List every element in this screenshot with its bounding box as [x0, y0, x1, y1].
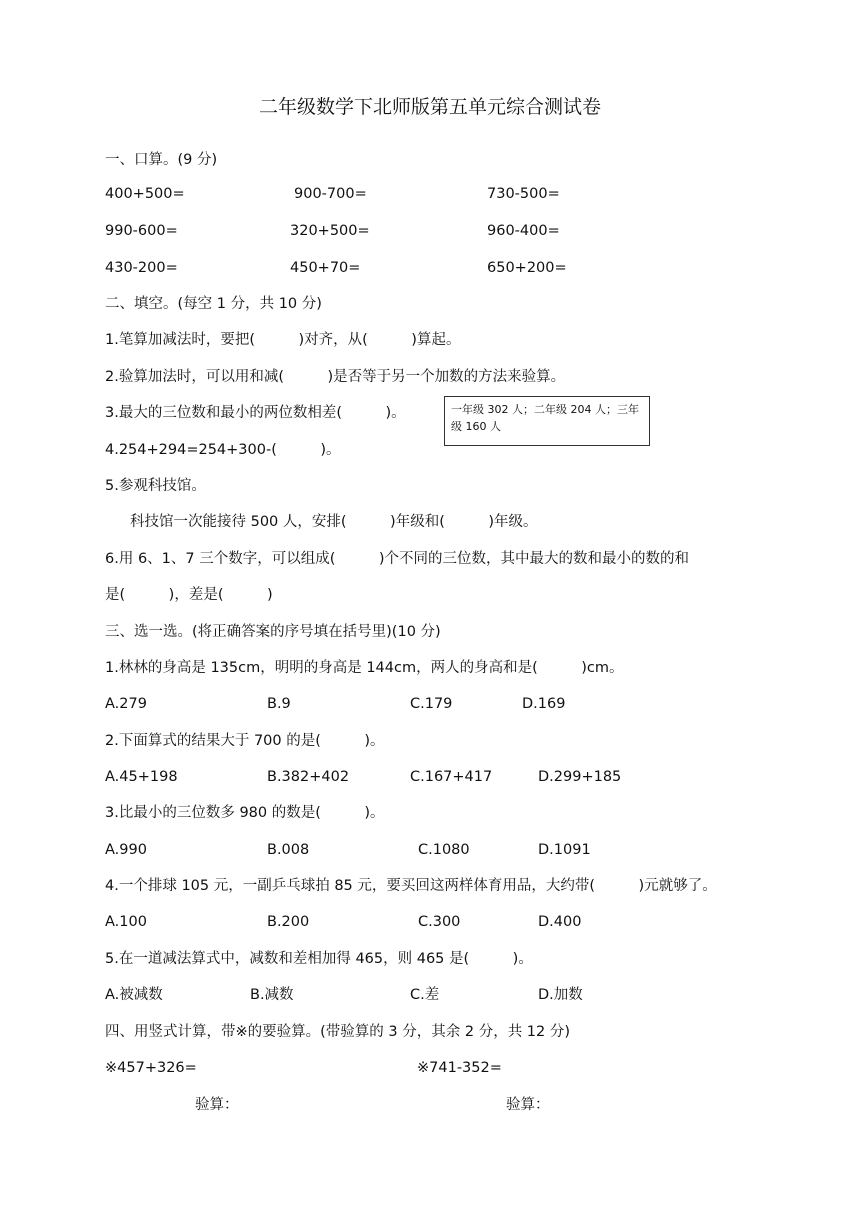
choice-option: D.1091: [538, 842, 591, 858]
choice-option: C.167+417: [410, 769, 493, 785]
section-4-heading: 四、用竖式计算，带※的要验算。(带验算的 3 分，其余 2 分，共 12 分): [105, 1024, 571, 1040]
fill-question-6-line-1: 6.用 6、1、7 三个数字，可以组成( )个不同的三位数，其中最大的数和最小的数的和: [105, 551, 690, 567]
fill-question-4: 4.254+294=254+300-( )。: [105, 442, 341, 458]
arith-1-2: 900-700=: [294, 186, 367, 202]
choice-option: C.179: [410, 696, 453, 712]
choice-option: A.279: [105, 696, 147, 712]
fill-question-6-line-2: 是( )，差是( ): [105, 587, 273, 603]
choice-option: B.382+402: [267, 769, 350, 785]
fill-question-1: 1.笔算加减法时，要把( )对齐，从( )算起。: [105, 332, 461, 348]
choice-option: A.990: [105, 842, 147, 858]
choice-question-3: 3.比最小的三位数多 980 的数是( )。: [105, 805, 385, 821]
choice-option: A.100: [105, 914, 147, 930]
arith-2-3: 960-400=: [487, 223, 560, 239]
choice-question-1: 1.林林的身高是 135cm，明明的身高是 144cm，两人的身高和是( )cm。: [105, 660, 624, 676]
arith-3-2: 450+70=: [290, 260, 361, 276]
choice-option: B.200: [267, 914, 310, 930]
choice-option: A.45+198: [105, 769, 178, 785]
choice-question-5: 5.在一道减法算式中，减数和差相加得 465，则 465 是( )。: [105, 951, 533, 967]
choice-option: D.299+185: [538, 769, 622, 785]
section-3-heading: 三、选一选。(将正确答案的序号填在括号里)(10 分): [105, 624, 441, 640]
page-title: 二年级数学下北师版第五单元综合测试卷: [258, 96, 601, 118]
section-2-heading: 二、填空。(每空 1 分，共 10 分): [105, 296, 322, 312]
check-label-2: 验算：: [506, 1097, 550, 1113]
arith-1-3: 730-500=: [487, 186, 560, 202]
choice-option: C.差: [410, 987, 440, 1003]
arith-2-2: 320+500=: [290, 223, 370, 239]
choice-option: D.加数: [538, 987, 583, 1003]
arith-3-3: 650+200=: [487, 260, 567, 276]
choice-option: C.1080: [418, 842, 470, 858]
choice-option: A.被减数: [105, 987, 163, 1003]
fill-question-2: 2.验算加法时，可以用和减( )是否等于另一个加数的方法来验算。: [105, 369, 566, 385]
choice-option: B.008: [267, 842, 310, 858]
section-1-heading: 一、口算。(9 分): [105, 152, 218, 168]
grade-count-box: 一年级 302 人；二年级 204 人；三年级 160 人: [444, 396, 650, 446]
choice-option: B.9: [267, 696, 291, 712]
check-label-1: 验算：: [195, 1097, 239, 1113]
fill-question-5: 5.参观科技馆。: [105, 478, 206, 494]
choice-option: B.减数: [250, 987, 294, 1003]
arith-3-1: 430-200=: [105, 260, 178, 276]
vertical-calc-problem-2: ※741-352=: [417, 1060, 502, 1076]
fill-question-3: 3.最大的三位数和最小的两位数相差( )。: [105, 405, 406, 421]
choice-option: C.300: [418, 914, 461, 930]
choice-question-4: 4.一个排球 105 元，一副乒乓球拍 85 元，要买回这两样体育用品，大约带( )元就够了。: [105, 878, 717, 894]
arith-1-1: 400+500=: [105, 186, 185, 202]
fill-question-5-text: 科技馆一次能接待 500 人，安排( )年级和( )年级。: [130, 514, 538, 530]
arith-2-1: 990-600=: [105, 223, 178, 239]
choice-question-2: 2.下面算式的结果大于 700 的是( )。: [105, 733, 385, 749]
choice-option: D.400: [538, 914, 582, 930]
vertical-calc-problem-1: ※457+326=: [105, 1060, 197, 1076]
choice-option: D.169: [522, 696, 566, 712]
